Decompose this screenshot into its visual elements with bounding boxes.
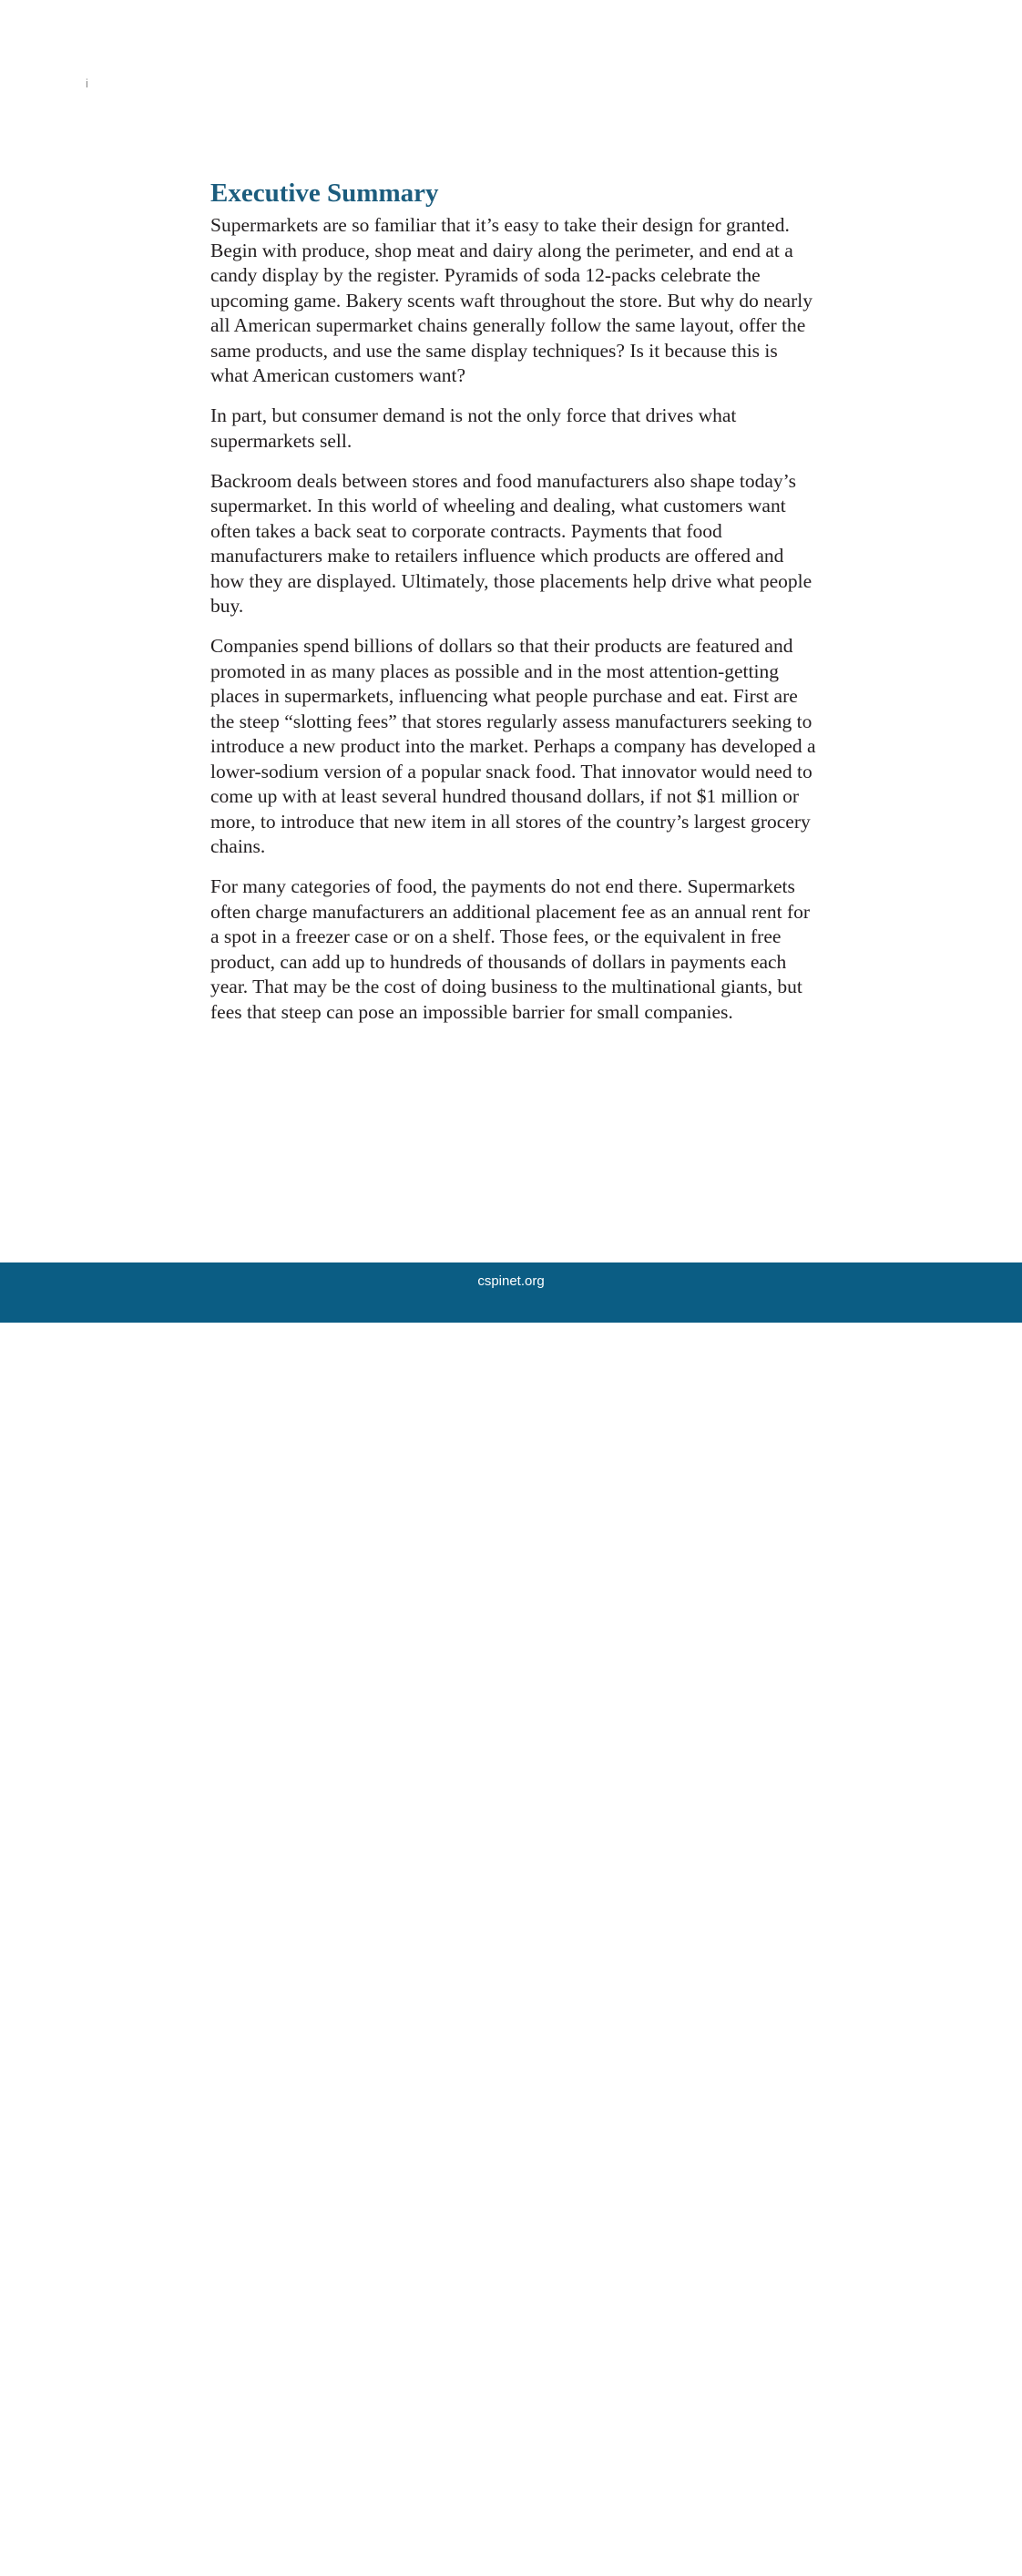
paragraph-consumer-demand: In part, but consumer demand is not the only force that drives what supermarkets sell. xyxy=(210,404,737,452)
paragraph-slotting-fees: Companies spend billions of dollars so that their products are featured and promoted in as many places as possible and in the most attention-getting places in supermarkets, influencing what people purchase and eat. First are the steep “slotting fees” that stores regularly assess manufacturers seeking to introduce a new product into the market. Perhaps a company has developed a lower-sodium version of a popular snack food. That innovator would need to come up with at least several hundred thousand dollars, if not $1 million or more, to introduce that new item in all stores of the country’s largest grocery chains. xyxy=(210,635,816,857)
paragraph-backroom-deals: Backroom deals between stores and food manufacturers also shape today’s supermarket. In this world of wheeling and dealing, what customers want often takes a back seat to corporate contracts. Payments that food manufacturers make to retailers influence which products are offered and how they are displayed. Ultimately, those placements help drive what people buy. xyxy=(210,469,812,617)
watermark-text: www.useit.com.cn xyxy=(16,2560,149,2576)
footer-website-link[interactable]: cspinet.org xyxy=(477,1273,545,1289)
section-heading: Executive Summary xyxy=(210,179,439,208)
paragraph-intro: Supermarkets are so familiar that it’s easy to take their design for granted. Begin with produce, shop meat and dairy along the perimeter, and end at a candy display by the register. Pyramids of soda 12-packs celebrate the upcoming game. Bakery scents waft throughout the store. But why do nearly all American supermarket chains generally follow the same layout, offer the same products, and use the same display techniques? Is it because this is what American customers want? xyxy=(210,214,812,386)
paragraph-placement-fees: For many categories of food, the payments do not end there. Supermarkets often charge manufacturers an additional placement fee as an annual rent for a spot in a freezer case or on a shelf. Those fees, or the equivalent in free product, can add up to hundreds of thousands of dollars in payments each year. That may be the cost of doing business to the multinational giants, but fees that steep can pose an impossible barrier for small companies. xyxy=(210,875,811,1023)
footer-band xyxy=(0,1262,1022,2576)
page-number: i xyxy=(86,77,88,90)
executive-summary-section xyxy=(210,175,816,1040)
